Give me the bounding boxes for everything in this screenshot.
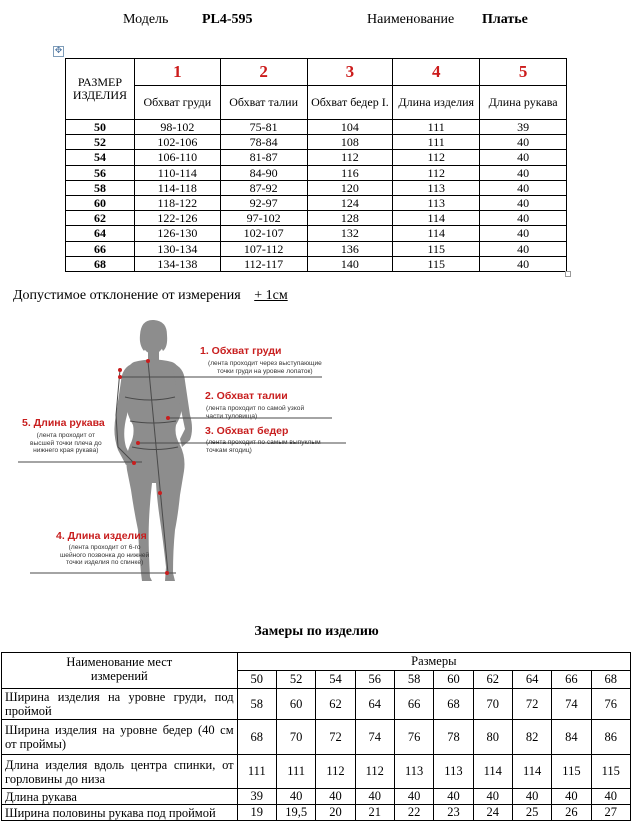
measurement-value: 24 xyxy=(473,805,512,821)
measurement-value: 27 xyxy=(591,805,630,821)
measurement-name: Длина рукава xyxy=(2,789,238,805)
measurement-value: 20 xyxy=(316,805,355,821)
measurement-value: 40 xyxy=(552,789,591,805)
size-header-cell: 68 xyxy=(591,671,630,689)
measurement-cell: 40 xyxy=(480,165,567,180)
size-header-cell: 56 xyxy=(355,671,394,689)
product-name-value: Платье xyxy=(482,12,528,27)
measurement-value: 114 xyxy=(512,755,551,789)
measurement-value: 86 xyxy=(591,720,630,755)
measurement-value: 112 xyxy=(316,755,355,789)
product-name-label: Наименование xyxy=(367,12,455,27)
measurement-cell: 114 xyxy=(393,226,480,241)
measurement-value: 25 xyxy=(512,805,551,821)
measurement-cell: 108 xyxy=(307,135,393,150)
measurement-name: Длина изделия вдоль центра спинки, от горловины до низа xyxy=(2,755,238,789)
measurement-cell: 112 xyxy=(307,150,393,165)
measurement-value: 40 xyxy=(512,789,551,805)
measurement-value: 66 xyxy=(394,689,433,720)
label-bust-title: 1. Обхват груди xyxy=(200,345,282,357)
measurement-cell: 136 xyxy=(307,241,393,256)
measurement-cell: 40 xyxy=(480,211,567,226)
measurement-value: 84 xyxy=(552,720,591,755)
size-header-cell: 52 xyxy=(276,671,315,689)
measurement-cell: 120 xyxy=(307,180,393,195)
measurement-cell: 40 xyxy=(480,195,567,210)
column-number: 1 xyxy=(134,59,220,86)
measurement-row xyxy=(2,805,631,821)
size-row xyxy=(66,180,567,195)
column-number: 3 xyxy=(307,59,393,86)
label-sleeve-title: 5. Длина рукава xyxy=(22,417,105,429)
model-value: PL4-595 xyxy=(202,12,253,27)
measurement-cell: 116 xyxy=(307,165,393,180)
measurement-cell: 112 xyxy=(393,165,480,180)
size-cell: 60 xyxy=(66,195,135,210)
measurement-cell: 140 xyxy=(307,256,393,271)
measurement-row xyxy=(2,689,631,720)
measurement-value: 72 xyxy=(512,689,551,720)
measurement-value: 39 xyxy=(237,789,276,805)
measurement-cell: 92-97 xyxy=(220,195,307,210)
measurement-cell: 126-130 xyxy=(134,226,220,241)
column-number: 2 xyxy=(220,59,307,86)
measurement-name: Ширина изделия на уровне бедер (40 см от проймы) xyxy=(2,720,238,755)
size-header-cell: 64 xyxy=(512,671,551,689)
measurement-row xyxy=(2,720,631,755)
tolerance-note xyxy=(13,288,288,304)
size-cell: 66 xyxy=(66,241,135,256)
size-cell: 68 xyxy=(66,256,135,271)
measurement-cell: 40 xyxy=(480,256,567,271)
label-hips-title: 3. Обхват бедер xyxy=(205,425,289,437)
measurement-figure xyxy=(10,315,355,590)
measurement-value: 58 xyxy=(237,689,276,720)
measurement-cell: 110-114 xyxy=(134,165,220,180)
measurement-cell: 87-92 xyxy=(220,180,307,195)
size-row xyxy=(66,165,567,180)
size-cell: 62 xyxy=(66,211,135,226)
measurement-cell: 112 xyxy=(393,150,480,165)
measurement-value: 82 xyxy=(512,720,551,755)
size-cell: 56 xyxy=(66,165,135,180)
measurement-value: 111 xyxy=(237,755,276,789)
measurement-cell: 114 xyxy=(393,211,480,226)
measurement-value: 70 xyxy=(276,720,315,755)
measurement-value: 23 xyxy=(434,805,473,821)
measurement-value: 26 xyxy=(552,805,591,821)
measurement-value: 115 xyxy=(591,755,630,789)
measurement-cell: 115 xyxy=(393,241,480,256)
measurement-cell: 134-138 xyxy=(134,256,220,271)
column-name: Обхват талии xyxy=(220,86,307,120)
measurement-value: 76 xyxy=(591,689,630,720)
size-header-cell: 62 xyxy=(473,671,512,689)
measurement-cell: 40 xyxy=(480,180,567,195)
measurement-cell: 98-102 xyxy=(134,120,220,135)
table-move-handle-icon[interactable]: ✥ xyxy=(54,46,63,56)
size-cell: 52 xyxy=(66,135,135,150)
measurement-value: 78 xyxy=(434,720,473,755)
measurement-value: 113 xyxy=(434,755,473,789)
measurement-value: 72 xyxy=(316,720,355,755)
measurement-cell: 40 xyxy=(480,241,567,256)
model-label: Модель xyxy=(123,12,169,27)
measurement-value: 40 xyxy=(355,789,394,805)
table-resize-handle-icon[interactable] xyxy=(565,271,571,277)
measurement-cell: 112-117 xyxy=(220,256,307,271)
measurement-cell: 107-112 xyxy=(220,241,307,256)
measurement-value: 115 xyxy=(552,755,591,789)
measurement-value: 22 xyxy=(394,805,433,821)
measurement-cell: 106-110 xyxy=(134,150,220,165)
measurement-value: 68 xyxy=(237,720,276,755)
measurement-value: 40 xyxy=(434,789,473,805)
measurement-value: 40 xyxy=(394,789,433,805)
column-name: Длина изделия xyxy=(393,86,480,120)
column-number: 5 xyxy=(480,59,567,86)
size-row xyxy=(66,211,567,226)
measurement-row xyxy=(2,789,631,805)
measurement-value: 112 xyxy=(355,755,394,789)
measurement-value: 68 xyxy=(434,689,473,720)
measurement-cell: 113 xyxy=(393,195,480,210)
size-row xyxy=(66,120,567,135)
size-header-cell: 66 xyxy=(552,671,591,689)
sizes-header: Размеры xyxy=(237,653,630,671)
size-cell: 58 xyxy=(66,180,135,195)
measurement-value: 40 xyxy=(473,789,512,805)
size-column-header: РАЗМЕР ИЗДЕЛИЯ xyxy=(66,59,135,120)
measurement-cell: 113 xyxy=(393,180,480,195)
size-chart-table xyxy=(65,58,567,272)
measurement-value: 74 xyxy=(552,689,591,720)
measurement-cell: 122-126 xyxy=(134,211,220,226)
tolerance-text: Допустимое отклонение от измерения xyxy=(13,288,241,303)
measurement-value: 60 xyxy=(276,689,315,720)
measurement-value: 62 xyxy=(316,689,355,720)
measurement-cell: 111 xyxy=(393,120,480,135)
measurement-value: 111 xyxy=(276,755,315,789)
size-cell: 50 xyxy=(66,120,135,135)
measurement-cell: 114-118 xyxy=(134,180,220,195)
column-name: Обхват груди xyxy=(134,86,220,120)
size-row xyxy=(66,226,567,241)
size-cell: 54 xyxy=(66,150,135,165)
size-header-cell: 50 xyxy=(237,671,276,689)
measurement-cell: 75-81 xyxy=(220,120,307,135)
measurement-cell: 132 xyxy=(307,226,393,241)
column-name: Длина рукава xyxy=(480,86,567,120)
measurement-cell: 102-106 xyxy=(134,135,220,150)
measurement-value: 113 xyxy=(394,755,433,789)
document-header xyxy=(0,12,633,30)
measurement-cell: 40 xyxy=(480,150,567,165)
measurement-cell: 104 xyxy=(307,120,393,135)
label-waist-title: 2. Обхват талии xyxy=(205,390,288,402)
measurement-name: Ширина изделия на уровне груди, под проймой xyxy=(2,689,238,720)
size-header-cell: 54 xyxy=(316,671,355,689)
tolerance-value: + 1см xyxy=(254,288,288,303)
measurement-value: 40 xyxy=(591,789,630,805)
measurement-cell: 118-122 xyxy=(134,195,220,210)
measurement-cell: 124 xyxy=(307,195,393,210)
measurement-cell: 102-107 xyxy=(220,226,307,241)
measurement-name: Ширина половины рукава под проймой xyxy=(2,805,238,821)
label-sleeve-desc: (лента проходит от высшей точки плеча до нижнего края рукава) xyxy=(30,432,102,454)
measurement-cell: 111 xyxy=(393,135,480,150)
measurement-cell: 81-87 xyxy=(220,150,307,165)
size-row xyxy=(66,241,567,256)
measurement-cell: 115 xyxy=(393,256,480,271)
measurement-value: 64 xyxy=(355,689,394,720)
measurement-value: 114 xyxy=(473,755,512,789)
label-bust-desc: (лента проходит через выступающие точки груди на уровне лопаток) xyxy=(208,360,322,375)
measurement-value: 70 xyxy=(473,689,512,720)
measurement-cell: 78-84 xyxy=(220,135,307,150)
measurements-table xyxy=(1,652,631,821)
measurement-cell: 97-102 xyxy=(220,211,307,226)
measurement-value: 74 xyxy=(355,720,394,755)
column-name: Обхват бедер I. xyxy=(307,86,393,120)
column-number: 4 xyxy=(393,59,480,86)
measurement-cell: 84-90 xyxy=(220,165,307,180)
measurement-cell: 128 xyxy=(307,211,393,226)
label-length-title: 4. Длина изделия xyxy=(56,530,147,542)
measurement-value: 21 xyxy=(355,805,394,821)
size-row xyxy=(66,195,567,210)
size-cell: 64 xyxy=(66,226,135,241)
measurement-value: 76 xyxy=(394,720,433,755)
size-row xyxy=(66,256,567,271)
measurement-value: 80 xyxy=(473,720,512,755)
measurement-value: 19 xyxy=(237,805,276,821)
size-header-cell: 60 xyxy=(434,671,473,689)
label-hips-desc: (лента проходит по самым выпуклым точкам ягодиц) xyxy=(206,439,321,454)
measurement-row xyxy=(2,755,631,789)
label-waist-desc: (лента проходит по самой узкой части туловища) xyxy=(206,405,305,420)
measurement-name-header: Наименование мест измерений xyxy=(2,653,238,689)
measurement-cell: 40 xyxy=(480,135,567,150)
size-header-cell: 58 xyxy=(394,671,433,689)
measurements-title: Замеры по изделию xyxy=(254,624,379,639)
measurement-value: 19,5 xyxy=(276,805,315,821)
measurement-cell: 39 xyxy=(480,120,567,135)
measurement-cell: 40 xyxy=(480,226,567,241)
measurement-value: 40 xyxy=(316,789,355,805)
label-length-desc: (лента проходит от 6-го шейного позвонка до нижней точки изделия по спинке) xyxy=(60,544,150,566)
measurement-value: 40 xyxy=(276,789,315,805)
size-row xyxy=(66,150,567,165)
size-row xyxy=(66,135,567,150)
measurement-cell: 130-134 xyxy=(134,241,220,256)
